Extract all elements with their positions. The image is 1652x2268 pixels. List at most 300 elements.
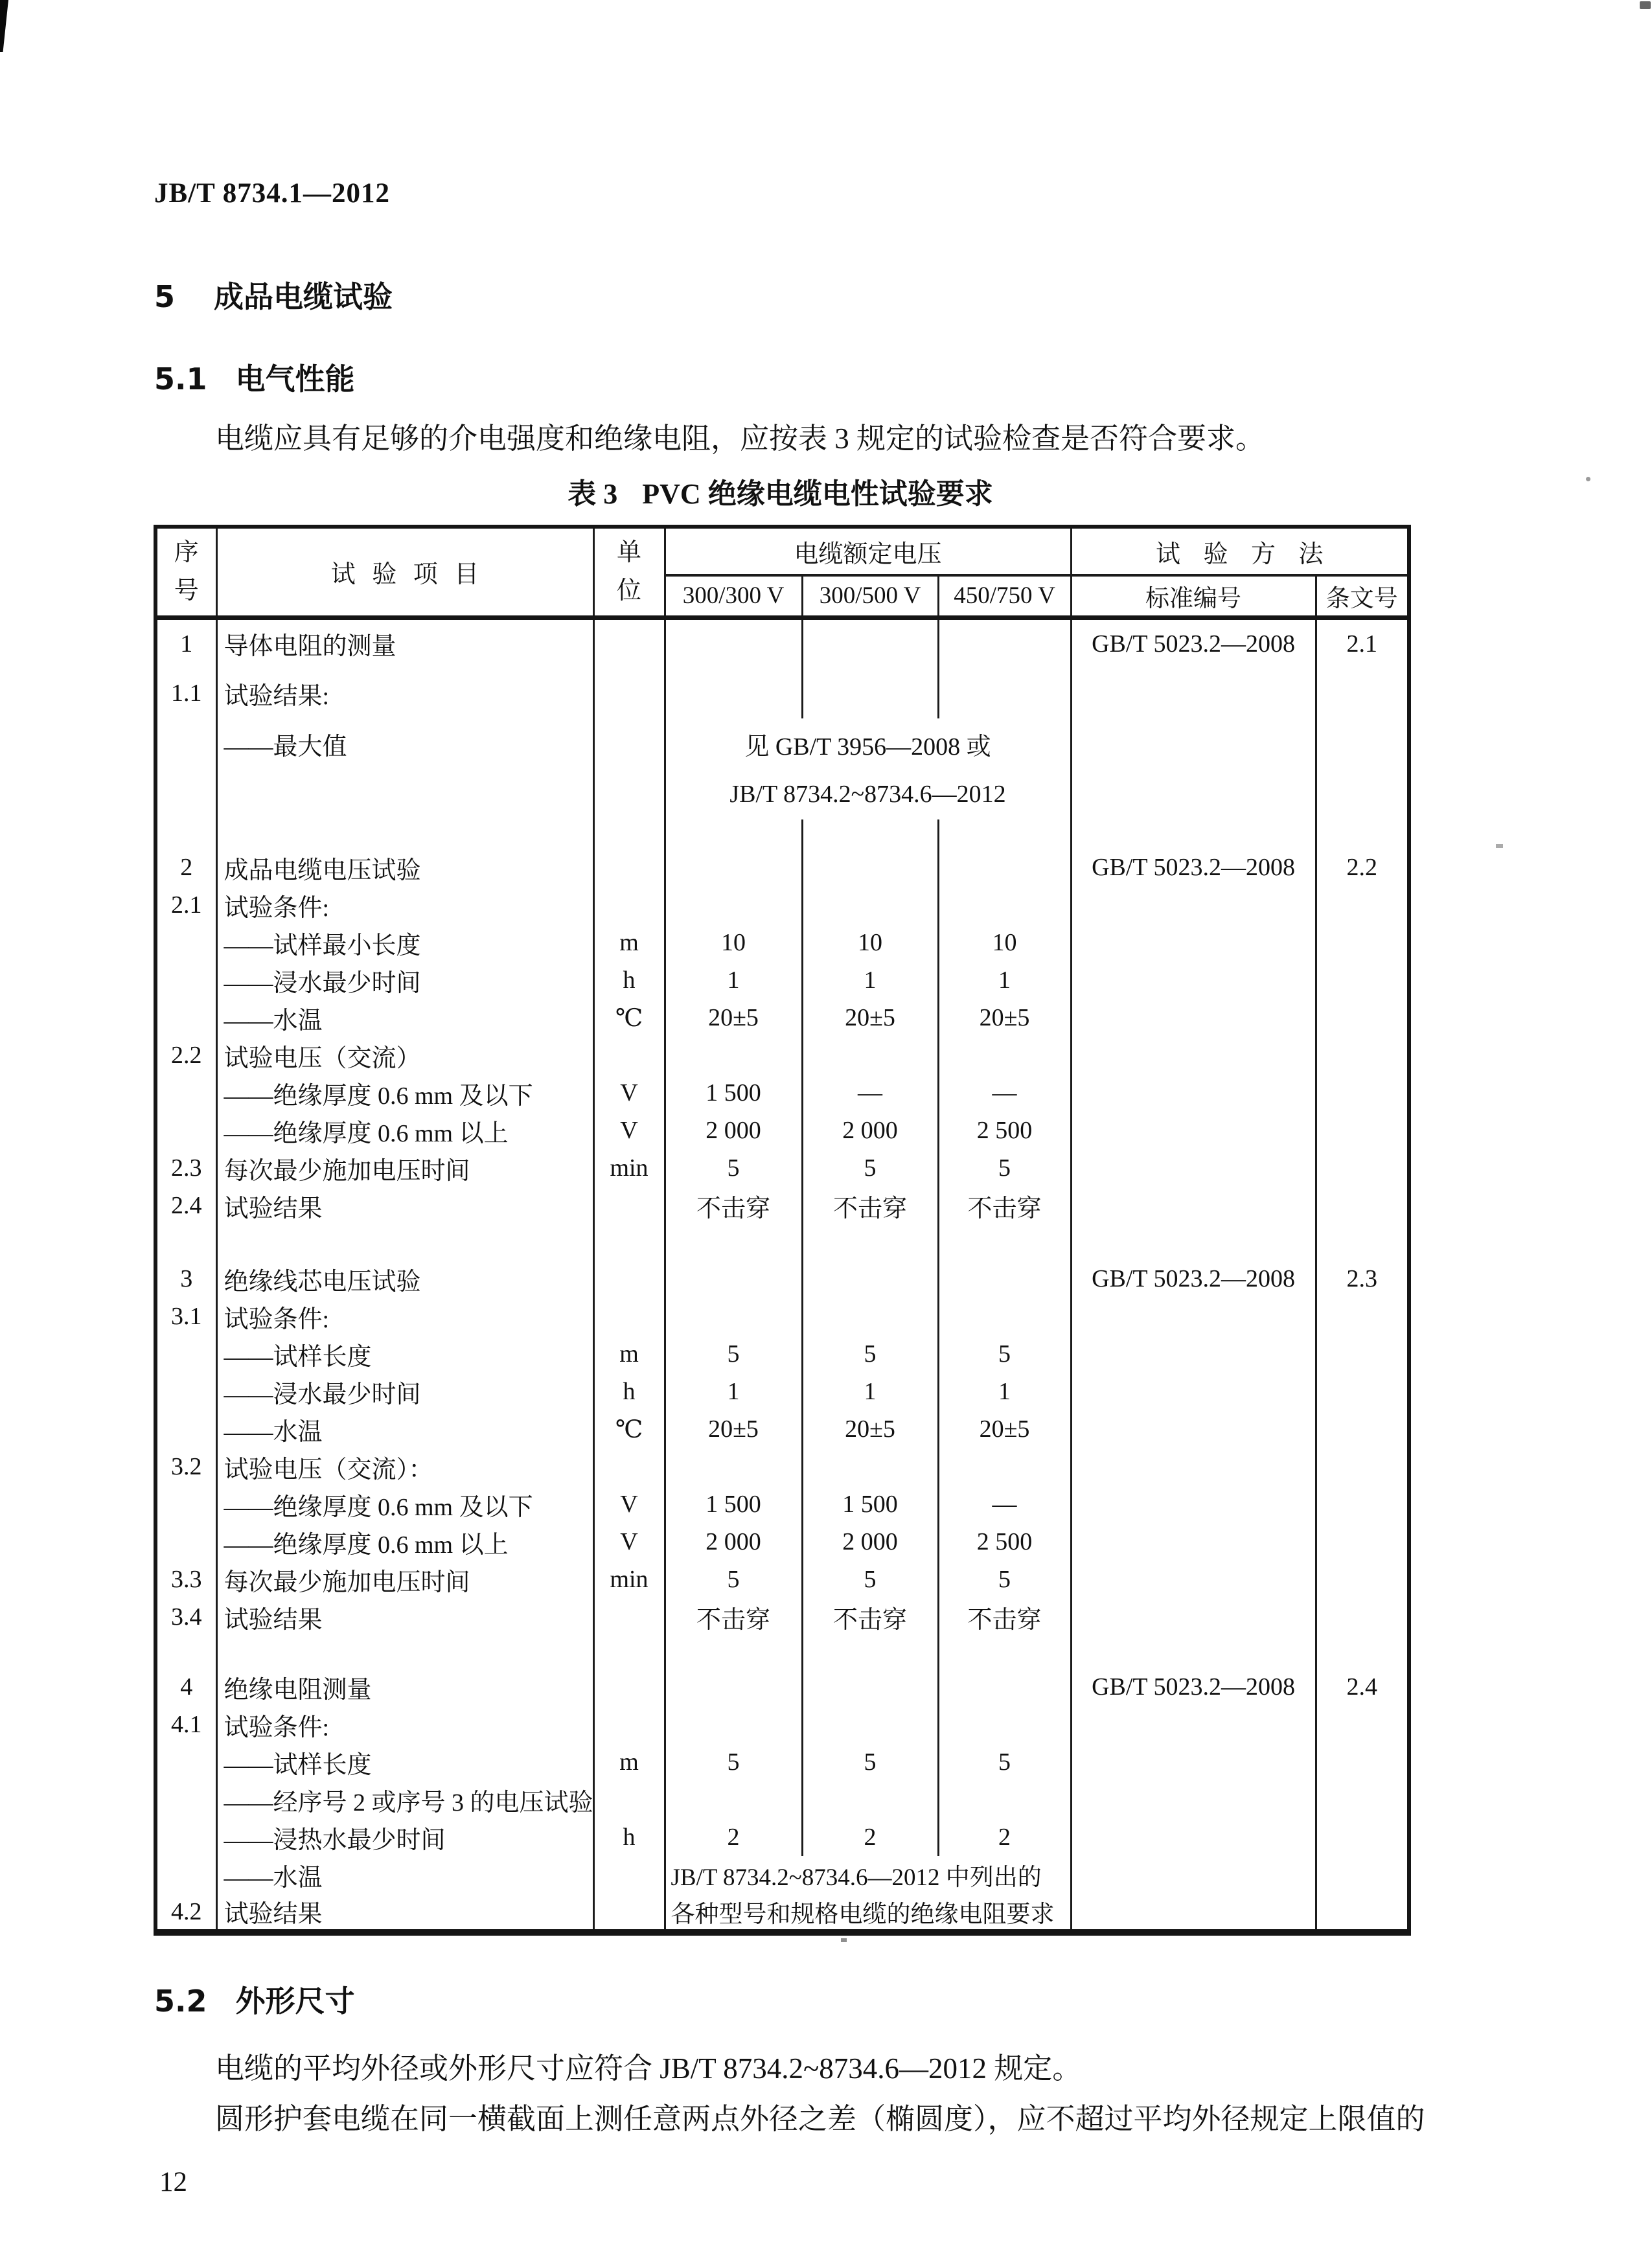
header-seq-cell (155, 527, 216, 617)
standard-cell (1071, 1856, 1316, 1894)
clause-cell (1316, 1894, 1409, 1932)
row-item-cell: ——水温 (216, 999, 593, 1037)
value-cell: 2 500 (938, 1112, 1071, 1149)
row-seq-cell (155, 1818, 216, 1856)
row-item-cell: 绝缘电阻测量 (216, 1668, 593, 1706)
unit-cell: ℃ (593, 1410, 665, 1448)
row-seq-cell (155, 718, 216, 769)
value-cell (802, 1706, 938, 1743)
clause-cell (1316, 1448, 1409, 1485)
table-3-wrapper (154, 525, 1411, 1936)
value-cell: 5 (938, 1561, 1071, 1598)
table-caption-title: PVC 绝缘电缆电性试验要求 (642, 478, 993, 510)
row-seq-cell: 1.1 (155, 668, 216, 718)
value-cell: 1 (665, 961, 802, 999)
value-cell (802, 1298, 938, 1335)
table-row (155, 924, 1409, 961)
standard-cell (1071, 1448, 1316, 1485)
row-item-cell: 试验条件: (216, 1706, 593, 1743)
value-cell: 20±5 (665, 999, 802, 1037)
value-cell: 1 (802, 961, 938, 999)
header-seq-top: 序 (174, 538, 199, 566)
value-cell: 20±5 (802, 1410, 938, 1448)
paragraph-5-2-line-2: 圆形护套电缆在同一横截面上测任意两点外径之差（椭圆度），应不超过平均外径规定上限值的 (215, 2103, 1425, 2135)
value-cell: 5 (665, 1743, 802, 1781)
row-item-cell: 试验结果: (216, 668, 593, 718)
row-item-cell: 试验电压（交流） (216, 1037, 593, 1074)
scan-speck (1496, 844, 1503, 848)
section-5-heading (154, 273, 393, 316)
clause-cell (1316, 1298, 1409, 1335)
table-caption (154, 470, 1407, 512)
row-item-cell: ——水温 (216, 1410, 593, 1448)
value-cell (802, 849, 938, 886)
row-seq-cell: 2.2 (155, 1037, 216, 1074)
table-row (155, 999, 1409, 1037)
scan-speck (1586, 477, 1590, 481)
empty-seq-cell (155, 1636, 216, 1668)
row-item-cell: 试验结果 (216, 1187, 593, 1224)
empty-item-cell (216, 1224, 593, 1260)
row-item-cell: ——试样长度 (216, 1743, 593, 1781)
value-cell (938, 1298, 1071, 1335)
row-seq-cell (155, 999, 216, 1037)
table-row (155, 1373, 1409, 1410)
table-row (155, 886, 1409, 924)
standard-cell: GB/T 5023.2—2008 (1071, 1260, 1316, 1298)
section-5-number: 5 (154, 279, 176, 314)
standard-cell (1071, 886, 1316, 924)
value-cell (802, 1668, 938, 1706)
unit-cell: V (593, 1074, 665, 1112)
value-cell (938, 1448, 1071, 1485)
row-item-cell: 成品电缆电压试验 (216, 849, 593, 886)
empty-unit-cell (593, 819, 665, 849)
clause-cell (1316, 1112, 1409, 1149)
table-spacer-row (155, 1636, 1409, 1668)
unit-cell: m (593, 1743, 665, 1781)
scan-speck (841, 1938, 847, 1942)
row-seq-cell (155, 1112, 216, 1149)
value-cell: 20±5 (938, 999, 1071, 1037)
section-5-title: 成品电缆试验 (214, 279, 393, 314)
empty-value-cell (938, 1636, 1071, 1668)
unit-cell (593, 1598, 665, 1636)
unit-cell: h (593, 961, 665, 999)
value-cell: 2 (938, 1818, 1071, 1856)
unit-cell: h (593, 1373, 665, 1410)
value-cell (938, 1781, 1071, 1818)
clause-cell: 2.1 (1316, 617, 1409, 668)
table-row (155, 1894, 1409, 1932)
standard-cell (1071, 668, 1316, 718)
clause-cell (1316, 1706, 1409, 1743)
table-row (155, 1187, 1409, 1224)
empty-clause-cell (1316, 1636, 1409, 1668)
empty-unit-cell (593, 1224, 665, 1260)
row-item-cell: ——试样最小长度 (216, 924, 593, 961)
unit-cell (593, 617, 665, 668)
empty-unit-cell (593, 1636, 665, 1668)
row-seq-cell: 4 (155, 1668, 216, 1706)
standard-cell (1071, 1706, 1316, 1743)
value-cell: 10 (665, 924, 802, 961)
clause-cell (1316, 718, 1409, 769)
standard-cell (1071, 961, 1316, 999)
value-cell (802, 1781, 938, 1818)
header-method-group-cell: 试 验 方 法 (1071, 527, 1409, 575)
value-cell: 5 (802, 1335, 938, 1373)
clause-cell (1316, 1523, 1409, 1561)
table-row (155, 1298, 1409, 1335)
value-cell: 5 (938, 1149, 1071, 1187)
value-cell: 2 000 (665, 1112, 802, 1149)
table-row (155, 1856, 1409, 1894)
value-cell: 5 (665, 1335, 802, 1373)
row-seq-cell: 2.4 (155, 1187, 216, 1224)
unit-cell (593, 1781, 665, 1818)
value-cell (665, 1448, 802, 1485)
header-voltage-1-cell: 300/300 V (665, 575, 802, 617)
scan-artifact-top-right (1640, 1, 1651, 9)
value-cell: 2 000 (802, 1523, 938, 1561)
row-seq-cell (155, 1485, 216, 1523)
row-item-cell: 试验条件: (216, 886, 593, 924)
row-seq-cell (155, 1074, 216, 1112)
row-seq-cell: 3.3 (155, 1561, 216, 1598)
value-cell: 1 500 (665, 1074, 802, 1112)
unit-cell: V (593, 1523, 665, 1561)
value-cell: 5 (938, 1335, 1071, 1373)
table-body (155, 617, 1409, 1932)
standard-cell (1071, 1037, 1316, 1074)
row-item-cell: 试验条件: (216, 1298, 593, 1335)
table-row (155, 1818, 1409, 1856)
row-seq-cell (155, 1410, 216, 1448)
header-voltage-group-cell: 电缆额定电压 (665, 527, 1071, 575)
row-item-cell: 导体电阻的测量 (216, 617, 593, 668)
value-cell (665, 886, 802, 924)
value-cell (938, 617, 1071, 668)
value-cell: 5 (802, 1743, 938, 1781)
standard-cell (1071, 1743, 1316, 1781)
value-cell (938, 668, 1071, 718)
standard-cell (1071, 1561, 1316, 1598)
standard-cell (1071, 1074, 1316, 1112)
row-seq-cell (155, 769, 216, 819)
clause-cell (1316, 1743, 1409, 1781)
value-cell: 不击穿 (802, 1187, 938, 1224)
row-seq-cell: 4.2 (155, 1894, 216, 1932)
value-cell (938, 1668, 1071, 1706)
clause-cell (1316, 1037, 1409, 1074)
row-seq-cell (155, 924, 216, 961)
section-5-2-title: 外形尺寸 (235, 1984, 355, 2019)
row-item-cell: 试验电压（交流）： (216, 1448, 593, 1485)
standard-cell (1071, 1485, 1316, 1523)
empty-value-cell (665, 1636, 802, 1668)
row-item-cell: ——绝缘厚度 0.6 mm 及以下 (216, 1485, 593, 1523)
row-seq-cell: 3.4 (155, 1598, 216, 1636)
row-item-cell: 每次最少施加电压时间 (216, 1149, 593, 1187)
empty-standard-cell (1071, 1224, 1316, 1260)
doc-number: JB/T 8734.1—2012 (154, 178, 391, 209)
clause-cell (1316, 1149, 1409, 1187)
empty-value-cell (665, 1224, 802, 1260)
empty-item-cell (216, 1636, 593, 1668)
empty-value-cell (802, 1636, 938, 1668)
empty-value-cell (665, 819, 802, 849)
value-cell: 2 000 (802, 1112, 938, 1149)
table-header-row-1 (155, 527, 1409, 575)
standard-cell (1071, 1187, 1316, 1224)
table-row (155, 1598, 1409, 1636)
clause-cell (1316, 1561, 1409, 1598)
row-item-cell: ——浸热水最少时间 (216, 1818, 593, 1856)
value-cell: 5 (802, 1149, 938, 1187)
standard-cell (1071, 1149, 1316, 1187)
value-cell (802, 668, 938, 718)
clause-cell (1316, 1818, 1409, 1856)
value-cell: 1 (665, 1373, 802, 1410)
value-cell (665, 1706, 802, 1743)
empty-value-cell (802, 1224, 938, 1260)
value-cell: 1 (802, 1373, 938, 1410)
value-cell (802, 617, 938, 668)
table-row (155, 1037, 1409, 1074)
standard-cell (1071, 1410, 1316, 1448)
test-requirements-table (154, 525, 1411, 1936)
row-seq-cell: 2.1 (155, 886, 216, 924)
row-seq-cell: 1 (155, 617, 216, 668)
value-cell (665, 1298, 802, 1335)
row-item-cell: ——浸水最少时间 (216, 1373, 593, 1410)
value-cell (938, 1037, 1071, 1074)
table-row (155, 1074, 1409, 1112)
table-row (155, 961, 1409, 999)
row-item-cell: ——绝缘厚度 0.6 mm 以上 (216, 1523, 593, 1561)
row-item-cell: 试验结果 (216, 1598, 593, 1636)
unit-cell (593, 718, 665, 769)
clause-cell (1316, 1373, 1409, 1410)
standard-cell (1071, 1781, 1316, 1818)
row-item-cell: 绝缘线芯电压试验 (216, 1260, 593, 1298)
header-item-cell: 试 验 项 目 (216, 527, 593, 617)
clause-cell (1316, 769, 1409, 819)
value-cell: 10 (938, 924, 1071, 961)
row-item-cell: ——浸水最少时间 (216, 961, 593, 999)
value-cell (665, 849, 802, 886)
header-unit-bottom: 位 (616, 577, 641, 604)
value-cell: — (802, 1074, 938, 1112)
value-cell: 2 (665, 1818, 802, 1856)
empty-clause-cell (1316, 1224, 1409, 1260)
standard-cell (1071, 1298, 1316, 1335)
unit-cell: min (593, 1561, 665, 1598)
empty-clause-cell (1316, 819, 1409, 849)
value-cell: 5 (938, 1743, 1071, 1781)
clause-cell (1316, 668, 1409, 718)
span-note-cell: JB/T 8734.2~8734.6—2012 中列出的 (665, 1856, 1071, 1894)
span-note-cell: JB/T 8734.2~8734.6—2012 (665, 769, 1071, 819)
unit-cell: min (593, 1149, 665, 1187)
value-cell: 20±5 (938, 1410, 1071, 1448)
row-item-cell: ——经序号 2 或序号 3 的电压试验 (216, 1781, 593, 1818)
row-item-cell: ——最大值 (216, 718, 593, 769)
row-item-cell: 每次最少施加电压时间 (216, 1561, 593, 1598)
row-seq-cell (155, 1781, 216, 1818)
value-cell (938, 849, 1071, 886)
table-row (155, 1523, 1409, 1561)
unit-cell (593, 849, 665, 886)
section-5-1-heading (154, 356, 355, 398)
empty-value-cell (802, 819, 938, 849)
table-row (155, 1112, 1409, 1149)
value-cell (802, 1260, 938, 1298)
table-row (155, 1668, 1409, 1706)
value-cell: 不击穿 (938, 1187, 1071, 1224)
empty-seq-cell (155, 819, 216, 849)
unit-cell (593, 1448, 665, 1485)
unit-cell (593, 1856, 665, 1894)
clause-cell (1316, 886, 1409, 924)
table-row (155, 1149, 1409, 1187)
empty-seq-cell (155, 1224, 216, 1260)
clause-cell (1316, 1335, 1409, 1373)
unit-cell: h (593, 1818, 665, 1856)
row-seq-cell: 2 (155, 849, 216, 886)
clause-cell (1316, 1598, 1409, 1636)
value-cell (938, 886, 1071, 924)
standard-cell (1071, 769, 1316, 819)
value-cell: 2 (802, 1818, 938, 1856)
row-item-cell: ——绝缘厚度 0.6 mm 以上 (216, 1112, 593, 1149)
standard-cell: GB/T 5023.2—2008 (1071, 1668, 1316, 1706)
table-row (155, 1561, 1409, 1598)
value-cell: 不击穿 (938, 1598, 1071, 1636)
table-row (155, 1743, 1409, 1781)
standard-cell (1071, 1112, 1316, 1149)
unit-cell (593, 1668, 665, 1706)
value-cell (938, 1260, 1071, 1298)
unit-cell: m (593, 1335, 665, 1373)
value-cell: 2 500 (938, 1523, 1071, 1561)
unit-cell: V (593, 1112, 665, 1149)
scan-artifact-top-left (0, 0, 8, 52)
row-seq-cell: 4.1 (155, 1706, 216, 1743)
row-seq-cell (155, 961, 216, 999)
value-cell: 1 (938, 961, 1071, 999)
row-item-cell: ——水温 (216, 1856, 593, 1894)
row-seq-cell (155, 1373, 216, 1410)
unit-cell (593, 1706, 665, 1743)
header-voltage-3-cell: 450/750 V (938, 575, 1071, 617)
header-clause-cell: 条文号 (1316, 575, 1409, 617)
standard-cell (1071, 999, 1316, 1037)
value-cell: 不击穿 (665, 1187, 802, 1224)
row-seq-cell (155, 1335, 216, 1373)
standard-cell (1071, 1894, 1316, 1932)
clause-cell (1316, 1187, 1409, 1224)
unit-cell: V (593, 1485, 665, 1523)
table-row (155, 1706, 1409, 1743)
unit-cell (593, 886, 665, 924)
standard-cell (1071, 924, 1316, 961)
clause-cell (1316, 924, 1409, 961)
row-seq-cell: 2.3 (155, 1149, 216, 1187)
empty-item-cell (216, 819, 593, 849)
empty-standard-cell (1071, 1636, 1316, 1668)
standard-cell (1071, 1373, 1316, 1410)
value-cell (665, 1260, 802, 1298)
table-caption-number: 表 3 (568, 478, 618, 510)
value-cell: — (938, 1074, 1071, 1112)
row-item-cell (216, 769, 593, 819)
standard-cell (1071, 718, 1316, 769)
clause-cell: 2.4 (1316, 1668, 1409, 1706)
table-row (155, 718, 1409, 769)
table-row (155, 769, 1409, 819)
table-row (155, 1485, 1409, 1523)
row-item-cell: ——绝缘厚度 0.6 mm 及以下 (216, 1074, 593, 1112)
unit-cell (593, 1037, 665, 1074)
row-seq-cell: 3.1 (155, 1298, 216, 1335)
empty-value-cell (938, 1224, 1071, 1260)
clause-cell (1316, 1781, 1409, 1818)
row-item-cell: ——试样长度 (216, 1335, 593, 1373)
value-cell: 1 500 (802, 1485, 938, 1523)
header-unit-cell (593, 527, 665, 617)
value-cell: 10 (802, 924, 938, 961)
empty-value-cell (938, 819, 1071, 849)
unit-cell (593, 668, 665, 718)
section-5-2-heading (154, 1978, 355, 2021)
table-spacer-row (155, 819, 1409, 849)
clause-cell (1316, 999, 1409, 1037)
header-standard-cell: 标准编号 (1071, 575, 1316, 617)
table-row (155, 1448, 1409, 1485)
value-cell: 5 (665, 1561, 802, 1598)
clause-cell (1316, 1856, 1409, 1894)
clause-cell (1316, 1410, 1409, 1448)
standard-cell (1071, 1523, 1316, 1561)
value-cell: 不击穿 (665, 1598, 802, 1636)
value-cell (802, 886, 938, 924)
header-unit-top: 单 (616, 538, 641, 566)
empty-standard-cell (1071, 819, 1316, 849)
paragraph-5-1: 电缆应具有足够的介电强度和绝缘电阻，应按表 3 规定的试验检查是否符合要求。 (215, 422, 1265, 455)
table-row (155, 1781, 1409, 1818)
value-cell (938, 1706, 1071, 1743)
table-row (155, 849, 1409, 886)
value-cell (665, 1668, 802, 1706)
value-cell: 不击穿 (802, 1598, 938, 1636)
span-note-cell: 见 GB/T 3956—2008 或 (665, 718, 1071, 769)
clause-cell (1316, 961, 1409, 999)
value-cell (665, 668, 802, 718)
page-number: 12 (159, 2167, 187, 2197)
value-cell (665, 617, 802, 668)
value-cell: 1 (938, 1373, 1071, 1410)
row-seq-cell: 3 (155, 1260, 216, 1298)
unit-cell: m (593, 924, 665, 961)
paragraph-5-2-line-1: 电缆的平均外径或外形尺寸应符合 JB/T 8734.2~8734.6—2012 规定。 (215, 2052, 1082, 2085)
value-cell: 1 500 (665, 1485, 802, 1523)
clause-cell (1316, 1074, 1409, 1112)
unit-cell (593, 1260, 665, 1298)
value-cell: 5 (802, 1561, 938, 1598)
header-seq-bottom: 号 (174, 577, 199, 604)
